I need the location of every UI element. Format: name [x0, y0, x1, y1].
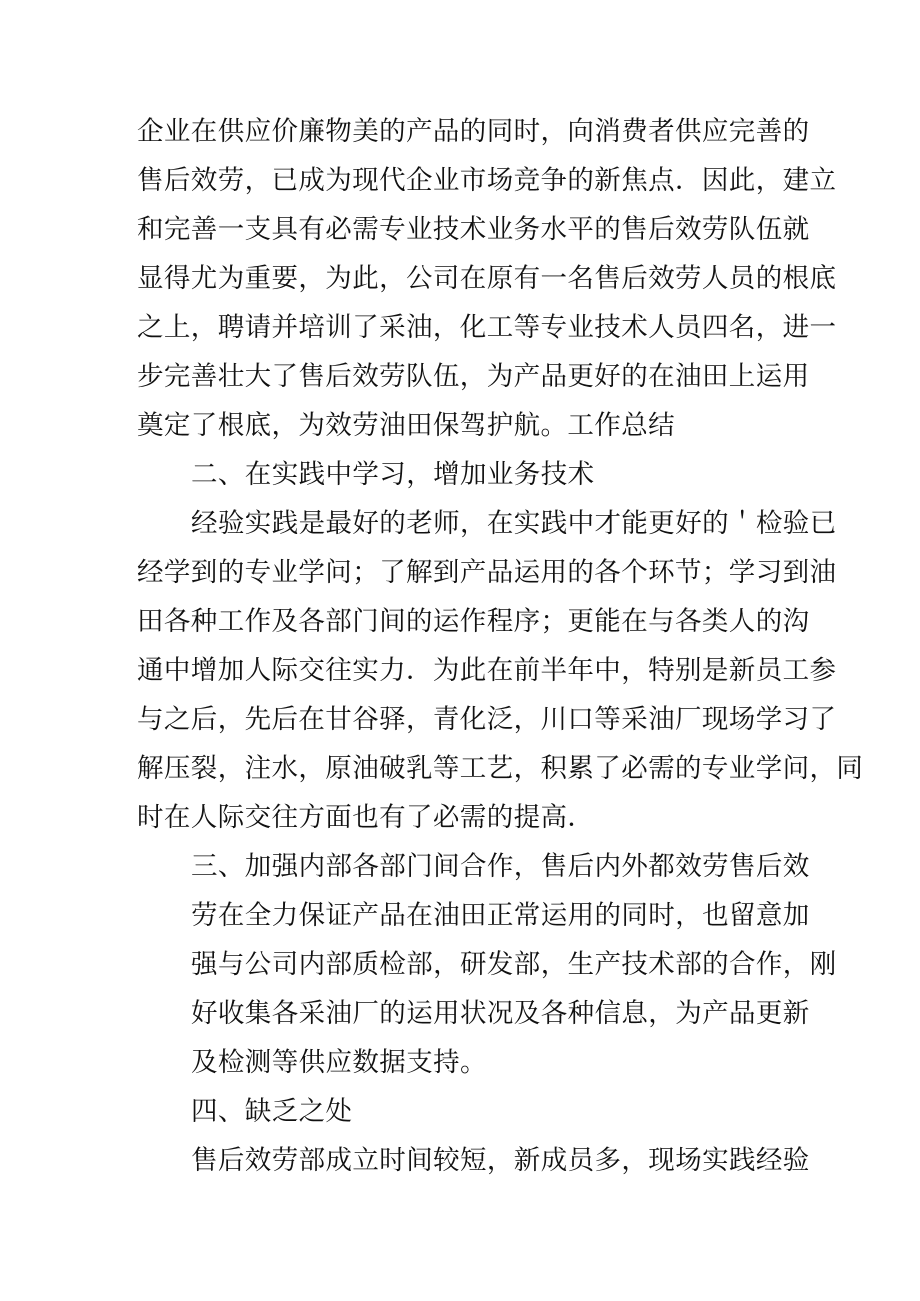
paragraph-line: 企业在供应价廉物美的产品的同时，向消费者供应完善的	[137, 116, 810, 147]
paragraph-line: 解压裂，注水，原油破乳等工艺，积累了必需的专业学问，同	[137, 753, 864, 784]
document-body	[137, 107, 864, 1185]
paragraph-line: 强与公司内部质检部，研发部，生产技术部的合作，刚	[191, 949, 837, 980]
paragraph-line: 奠定了根底，为效劳油田保驾护航。工作总结	[137, 410, 675, 441]
section-heading: 四、缺乏之处	[191, 1096, 353, 1127]
paragraph-line: 售后效劳部成立时间较短，新成员多，现场实践经验	[191, 1145, 810, 1176]
paragraph-line: 经验实践是最好的老师，在实践中才能更好的＇检验已	[191, 508, 837, 539]
paragraph-line: 经学到的专业学问；了解到产品运用的各个环节；学习到油	[137, 557, 837, 588]
paragraph-line: 劳在全力保证产品在油田正常运用的同时，也留意加	[191, 900, 810, 931]
section-heading: 三、加强内部各部门间合作，售后内外都效劳售后效	[191, 851, 810, 882]
paragraph-line: 通中增加人际交往实力．为此在前半年中，特别是新员工参	[137, 655, 837, 686]
paragraph-line: 之上，聘请并培训了采油，化工等专业技术人员四名，进一	[137, 312, 837, 343]
paragraph-line: 时在人际交往方面也有了必需的提高．	[137, 802, 595, 833]
paragraph-line: 和完善一支具有必需专业技术业务水平的售后效劳队伍就	[137, 214, 810, 245]
paragraph-line: 售后效劳，已成为现代企业市场竞争的新焦点．因此，建立	[137, 165, 837, 196]
paragraph-line: 及检测等供应数据支持。	[191, 1047, 487, 1078]
paragraph-line: 与之后，先后在甘谷驿，青化泛，川口等采油厂现场学习了	[137, 704, 837, 735]
paragraph-line: 田各种工作及各部门间的运作程序；更能在与各类人的沟	[137, 606, 810, 637]
section-heading: 二、在实践中学习，增加业务技术	[191, 459, 595, 490]
paragraph-line: 步完善壮大了售后效劳队伍，为产品更好的在油田上运用	[137, 361, 810, 392]
paragraph-line: 好收集各采油厂的运用状况及各种信息，为产品更新	[191, 998, 810, 1029]
paragraph-line: 显得尤为重要，为此，公司在原有一名售后效劳人员的根底	[137, 263, 837, 294]
